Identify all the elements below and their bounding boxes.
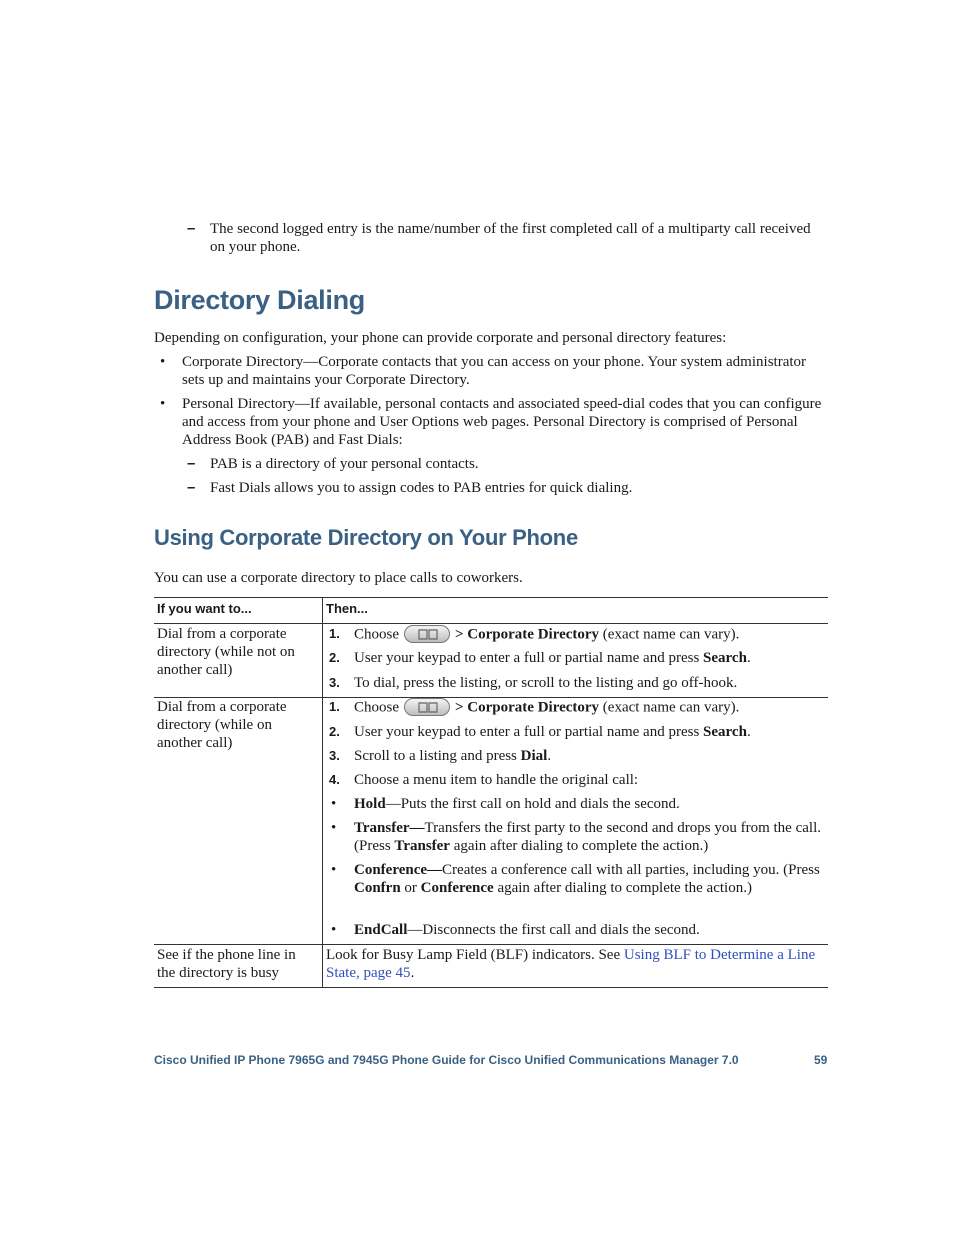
table-header-then: Then... bbox=[326, 601, 368, 616]
blf-link[interactable]: Using BLF to Determine a Line State, page 45 bbox=[326, 947, 816, 981]
footer-title: Cisco Unified IP Phone 7965G and 7945G Phone Guide for Cisco Unified Communications Manager 7.0 bbox=[154, 1053, 739, 1067]
row1-step1: 1. Choose > Corporate Directory (exact name can vary). bbox=[329, 626, 740, 643]
bullet-corporate-directory: • Corporate Directory—Corporate contacts that you can access on your phone. Your system administrator sets up and maintains your Corporate Directory. bbox=[160, 353, 828, 389]
dash-marker: – bbox=[187, 220, 196, 237]
bullet-text: Corporate Directory—Corporate contacts that you can access on your phone. Your system administrator sets up and maintains your Corporate Directory. bbox=[182, 354, 807, 388]
option-hold: • Hold—Puts the first call on hold and dials the second. bbox=[331, 796, 680, 812]
row3-want: See if the phone line in the directory is busy bbox=[157, 947, 296, 981]
table-header-rule bbox=[154, 623, 828, 624]
table-column-divider bbox=[322, 597, 323, 988]
table-row2-rule bbox=[154, 944, 828, 945]
option-transfer: • Transfer—Transfers the first party to the second and drops you from the call. (Press Transfer again after dialing to complete the action.) bbox=[331, 820, 821, 854]
option-conference: • Conference—Creates a conference call with all parties, including you. (Press Confrn or Conference again after dialing to complete the action.) bbox=[331, 862, 820, 896]
bullet-text: Personal Directory—If available, personal contacts and associated speed-dial codes that you can configure and access from your phone and User Options web pages. Personal Directory is comprised of Personal Address Book (PAB) and Fast Dials: bbox=[182, 396, 822, 448]
row2-step1: 1. Choose > Corporate Directory (exact name can vary). bbox=[329, 699, 740, 716]
row2-step3: 3. Scroll to a listing and press Dial. bbox=[329, 748, 552, 764]
row1-want: Dial from a corporate directory (while not on another call) bbox=[157, 626, 295, 678]
row2-want: Dial from a corporate directory (while on another call) bbox=[157, 699, 287, 751]
table-top-rule bbox=[154, 597, 828, 598]
table-bottom-rule bbox=[154, 987, 828, 988]
row2-step2: 2. User your keypad to enter a full or partial name and press Search. bbox=[329, 724, 751, 740]
directory-button-icon bbox=[404, 698, 450, 716]
section-title-directory-dialing: Directory Dialing bbox=[154, 285, 365, 315]
section2-intro: You can use a corporate directory to place calls to coworkers. bbox=[154, 570, 523, 586]
section1-intro: Depending on configuration, your phone can provide corporate and personal directory features: bbox=[154, 330, 727, 346]
sub-bullet-fast-dials: – Fast Dials allows you to assign codes to PAB entries for quick dialing. bbox=[187, 479, 633, 496]
table-header-want: If you want to... bbox=[157, 601, 252, 616]
row3-then: Look for Busy Lamp Field (BLF) indicators. See Using BLF to Determine a Line State, page 45. bbox=[326, 947, 816, 981]
directory-button-icon bbox=[404, 625, 450, 643]
bullet-personal-directory: • Personal Directory—If available, personal contacts and associated speed-dial codes that you can configure and access from your phone and User Options web pages. Personal Directory is comprised of Personal Address Book (PAB) and Fast Dials: bbox=[160, 395, 828, 449]
multiparty-log-item bbox=[187, 220, 827, 256]
page-number: 59 bbox=[814, 1053, 828, 1067]
row2-step4: 4. Choose a menu item to handle the original call: bbox=[329, 772, 639, 788]
multiparty-log-text: The second logged entry is the name/number of the first completed call of a multiparty call received on your phone. bbox=[210, 221, 811, 255]
section-title-corporate-directory: Using Corporate Directory on Your Phone bbox=[154, 525, 578, 550]
row1-step2: 2. User your keypad to enter a full or partial name and press Search. bbox=[329, 650, 751, 666]
option-endcall: • EndCall—Disconnects the first call and dials the second. bbox=[331, 922, 700, 938]
row1-step3: 3. To dial, press the listing, or scroll to the listing and go off-hook. bbox=[329, 675, 738, 691]
sub-bullet-pab: – PAB is a directory of your personal contacts. bbox=[187, 455, 479, 472]
